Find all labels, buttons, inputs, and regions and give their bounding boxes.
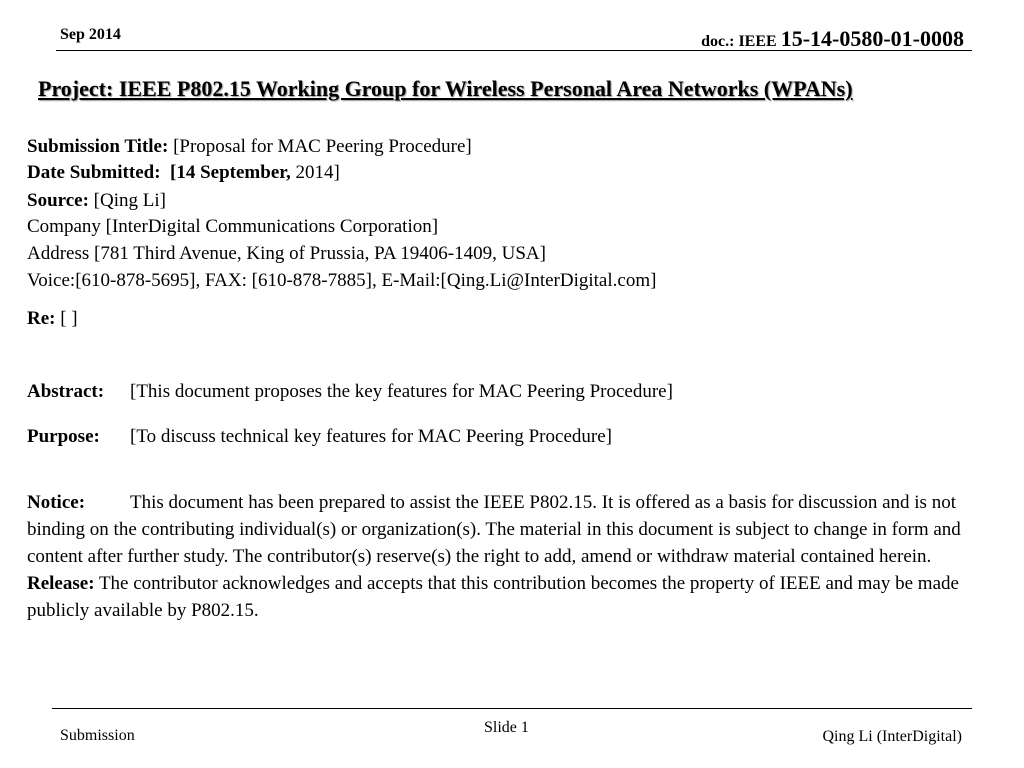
project-title: Project: IEEE P802.15 Working Group for Wireless Personal Area Networks (WPANs) — [38, 76, 853, 101]
submission-title-line — [27, 136, 472, 158]
notice-text: This document has been prepared to assist the IEEE P802.15. It is offered as a basis for discussion and is not binding on the contributing individual(s) or organization(s). The material in this document is subject to change in form and content after further study. The contributor(s) reserve(s) the right to add, amend or withdraw material contained herein. — [27, 492, 961, 567]
date-submitted-label: Date Submitted: — [27, 162, 161, 183]
re-value: [ ] — [60, 308, 78, 329]
re-label: Re: — [27, 308, 56, 329]
footer-author: Qing Li (InterDigital) — [822, 728, 962, 745]
contact-line: Voice:[610-878-5695], FAX: [610-878-7885], E-Mail:[Qing.Li@InterDigital.com] — [27, 270, 657, 291]
purpose-value: [To discuss technical key features for MAC Peering Procedure] — [130, 426, 612, 447]
date-submitted-value-rest: 2014] — [295, 162, 340, 183]
purpose-line — [27, 426, 612, 448]
notice-block — [27, 489, 995, 624]
doc-prefix: doc.: IEEE — [701, 33, 777, 50]
header-doc-id — [701, 26, 964, 52]
address-line: Address [781 Third Avenue, King of Prussia, PA 19406-1409, USA] — [27, 243, 546, 264]
submission-title-value: [Proposal for MAC Peering Procedure] — [173, 136, 472, 157]
release-text: The contributor acknowledges and accepts that this contribution becomes the property of IEEE and may be made publicly available by P802.15. — [27, 573, 959, 621]
re-line — [27, 308, 78, 330]
company-line: Company [InterDigital Communications Corporation] — [27, 216, 439, 237]
date-submitted-line — [27, 162, 340, 184]
release-label: Release: — [27, 573, 95, 594]
abstract-line — [27, 381, 673, 403]
footer-left: Submission — [60, 727, 135, 744]
purpose-label: Purpose: — [27, 426, 100, 447]
header-date: Sep 2014 — [60, 26, 121, 43]
notice-label: Notice: — [27, 492, 86, 513]
header-divider — [56, 50, 972, 51]
date-submitted-value-bold: [14 September, — [170, 162, 291, 183]
abstract-label: Abstract: — [27, 381, 105, 402]
source-value: [Qing Li] — [93, 190, 166, 211]
slide-number: Slide 1 — [484, 719, 529, 736]
source-label: Source: — [27, 190, 89, 211]
source-line — [27, 190, 166, 212]
abstract-value: [This document proposes the key features for MAC Peering Procedure] — [130, 381, 673, 402]
submission-title-label: Submission Title: — [27, 136, 169, 157]
doc-number: 15-14-0580-01-0008 — [780, 26, 964, 51]
footer-divider — [52, 708, 972, 709]
